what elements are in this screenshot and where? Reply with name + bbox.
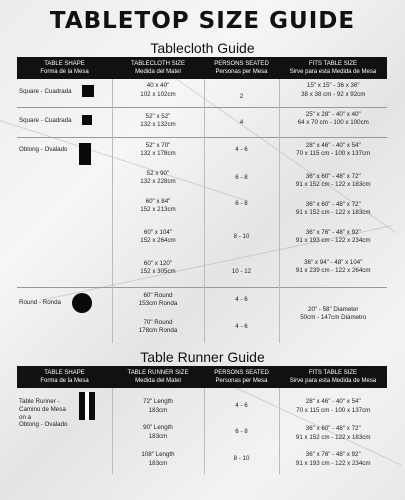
fits-cell: 28" x 46" - 40" x 54" 70 x 115 cm - 100 x 137cm 36" x 60" - 48" x 72" 91 x 152 cm - 122 x 183cm 36" x 76" - 48" x 92" 91 x 193 cm - 122 x 234cm [279,388,387,474]
header-table-shape: TABLE SHAPE Forma de la Mesa [17,57,112,79]
round-shape-icon [72,293,92,313]
persons-cell: 4 - 6 6 - 8 8 - 10 [204,388,279,474]
fits-cell: 28" x 46" - 40" x 54" 70 x 115 cm - 100 x 137cm 36" x 60" - 48" x 72" 91 x 152 cm - 122 x 183cm 36" x 60" - 48" x 72" 91 x 152 cm - 122 x 183cm 36" x 76" - 48" x 92" 91 x 193 cm - 122 x 234cm 36" x 94" - 48" x 104" 91 x 239 cm - 122 x 264cm [279,137,387,287]
shape-label: Square - Cuadrada [19,116,72,124]
runner-section-title: Table Runner Guide [140,349,265,365]
shape-label: Oblong - Ovalado [19,421,68,429]
size-cell: 40 x 40" 102 x 102cm [112,79,204,107]
header-persons-seated: PERSONS SEATED Personas per Mesa [204,366,279,388]
table-row [17,79,387,107]
header-tablecloth-size: TABLECLOTH SIZE Medida del Matel [112,57,204,79]
header-persons-seated: PERSONS SEATED Personas per Mesa [204,57,279,79]
header-table-shape: TABLE SHAPE Forma de la Mesa [17,366,112,388]
shape-label: Oblong - Ovalado [19,145,68,153]
square-shape-icon [82,115,92,125]
header-fits-table-size: FITS TABLE SIZE Sirve para esta Medida de Mesa [279,366,387,388]
header-runner-size: TABLE RUNNER SIZE Medida del Matel [112,366,204,388]
fits-cell: 15" x 15" - 36 x 36" 38 x 38 cm - 92 x 92cm [279,79,387,107]
shape-cell [17,388,112,474]
size-cell: 52" x 52" 132 x 132cm [112,107,204,137]
runner-table [17,366,387,474]
size-cell: 72" Length 183cm 90" Length 183cm 108" Length 183cm [112,388,204,474]
size-cell: 52" x 70" 132 x 178cm 52 x 90" 132 x 228cm 60" x 84" 152 x 213cm 60" x 104" 152 x 264cm 60" x 120" 152 x 305cm [112,137,204,287]
oblong-shape-icon [79,143,91,165]
persons-cell: 4 - 6 6 - 8 6 - 8 8 - 10 10 - 12 [204,137,279,287]
square-shape-icon [82,85,94,97]
shape-cell [17,107,112,137]
persons-cell: 4 [204,107,279,137]
fits-cell: 25" x 28" - 40" x 40" 64 x 70 cm - 100 x 100cm [279,107,387,137]
shape-cell [17,79,112,107]
fits-cell: 20" - 58" Diameter 50cm - 147cm Diámetro [279,287,387,343]
page-title: TABLETOP SIZE GUIDE [49,8,356,34]
table-row [17,388,387,474]
shape-label: Round - Ronda [19,298,61,306]
shape-label: Camino de Mesa [19,405,66,413]
table-row [17,287,387,343]
tablecloth-table [17,57,387,343]
table-row [17,137,387,287]
shape-cell [17,287,112,343]
shape-label: Table Runner - [19,398,60,406]
tablecloth-section-title: Tablecloth Guide [150,40,255,56]
persons-cell: 4 - 6 4 - 6 [204,287,279,343]
shape-label: Square - Cuadrada [19,88,72,96]
table-row [17,107,387,137]
shape-cell [17,137,112,287]
header-fits-table-size: FITS TABLE SIZE Sirve para esta Medida de Mesa [279,57,387,79]
size-cell: 60" Round 153cm Ronda 70" Round 178cm Ronda [112,287,204,343]
runner-shape-icon [79,392,95,420]
persons-cell: 2 [204,79,279,107]
shape-label: on a [19,413,32,421]
